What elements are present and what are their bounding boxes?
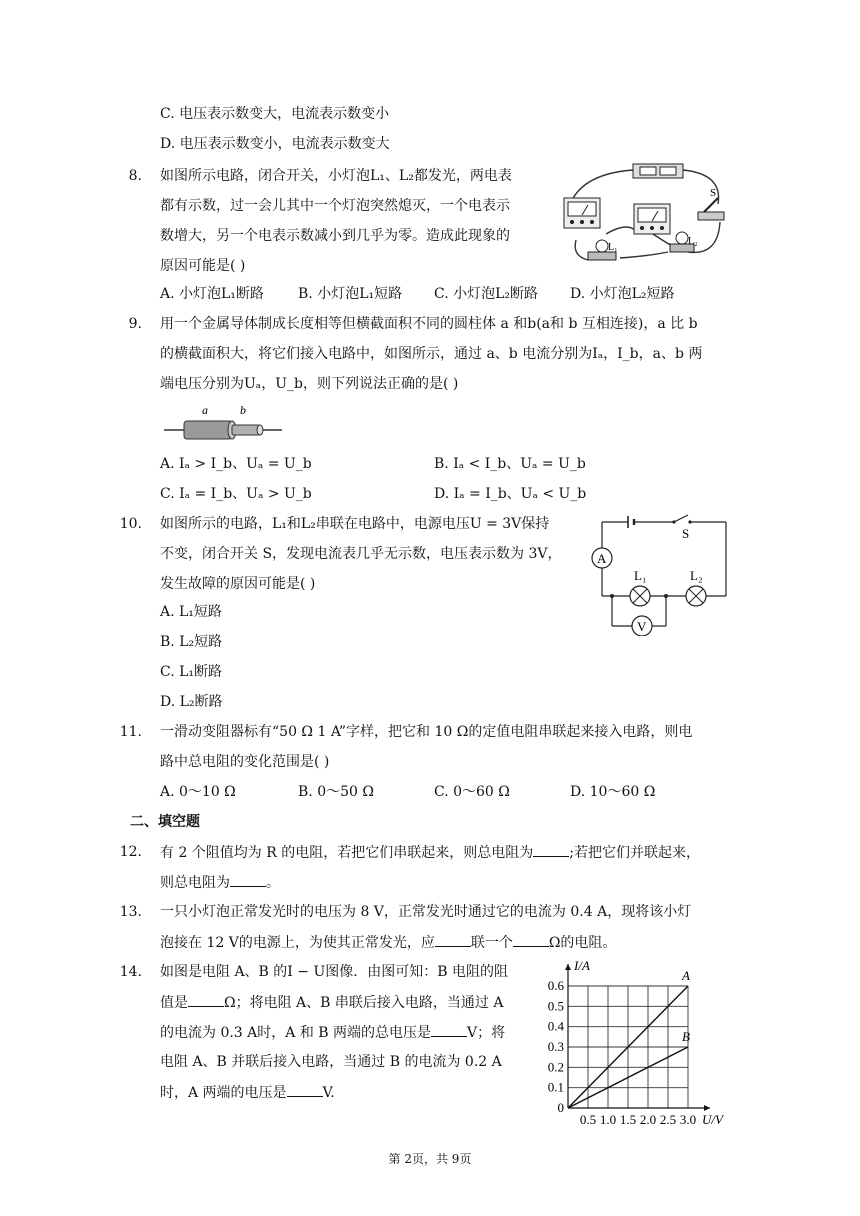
q10-number: 10. <box>119 516 142 532</box>
q12-line2: 则总电阻为 。 <box>160 872 280 893</box>
q11-option-d: D. 10～60 Ω <box>570 784 656 800</box>
y-tick-label-0.3: 0.3 <box>547 1039 564 1054</box>
q11-number: 11. <box>119 724 142 740</box>
svg-text:V: V <box>637 619 647 634</box>
voltmeter-icon <box>634 204 670 234</box>
q13-line2: 泡接在 12 V的电源上，为使其正常发光，应 联一个 Ω的电阻。 <box>160 932 616 953</box>
ammeter-icon <box>592 548 612 568</box>
q9-option-d: D. Iₐ = I_b、Uₐ < U_b <box>434 486 587 502</box>
q8-fig-l1-label: L₁ <box>608 242 618 253</box>
x-tick-label-0.5: 0.5 <box>579 1112 597 1124</box>
q12-blank-1[interactable] <box>533 842 569 857</box>
y-tick-label-0.1: 0.1 <box>547 1079 564 1095</box>
q8-text-line2: 都有示数，过一会儿其中一个灯泡突然熄灭，一个电表示 <box>160 198 510 214</box>
q12-number: 12. <box>119 844 142 860</box>
x-tick-label-2.5: 2.5 <box>659 1112 677 1124</box>
q8-text-line4: 原因可能是( ) <box>160 258 246 274</box>
q9-text-line3: 端电压分别为Uₐ，U_b，则下列说法正确的是( ) <box>160 376 459 392</box>
q8-option-a: A. 小灯泡L₁断路 <box>160 286 264 302</box>
q9-conductor-figure <box>162 402 284 442</box>
y-tick-label-0.6: 0.6 <box>547 978 564 993</box>
q8-option-c: C. 小灯泡L₂断路 <box>434 286 539 302</box>
q9-text-line2: 的横截面积大，将它们接入电路中，如图所示，通过 a、b 电流分别为Iₐ，I_b，a、b 两 <box>160 346 703 362</box>
y-tick-label-0.2: 0.2 <box>547 1059 564 1075</box>
q9-number: 9. <box>128 316 142 332</box>
q11-option-a: A. 0～10 Ω <box>160 784 236 800</box>
q14-blank-1[interactable] <box>188 992 224 1007</box>
x-axis-label: U/V <box>702 1112 723 1124</box>
q14-line1: 如图是电阻 A、B 的I − U图像．由图可知：B 电阻的阻 <box>160 964 508 980</box>
cylinder-a <box>184 421 232 439</box>
bulb-l2-icon <box>686 586 706 606</box>
q10-text-line3: 发生故障的原因可能是( ) <box>160 576 316 592</box>
q13-number: 13. <box>119 904 142 920</box>
q14-line5: 时，A 两端的电压是 V. <box>160 1082 335 1103</box>
series-label-B: B <box>682 1029 690 1044</box>
q12-blank-2[interactable] <box>230 872 266 887</box>
q7-option-c: C. 电压表示数变大，电流表示数变小 <box>160 106 390 122</box>
svg-text:A: A <box>597 551 607 566</box>
q9-text-line1: 用一个金属导体制成长度相等但横截面积不同的圆柱体 a 和b(a和 b 互相连接)，a 比 b <box>160 316 698 332</box>
q10-option-d: D. L₂断路 <box>160 694 223 710</box>
q10-fig-l2-label: L₂ <box>690 568 703 583</box>
q10-fig-s-label: S <box>682 526 690 541</box>
q10-option-a: A. L₁短路 <box>160 604 222 620</box>
q10-option-c: C. L₁断路 <box>160 664 223 680</box>
q8-text-line3: 数增大，另一个电表示数减小到几乎为零。造成此现象的 <box>160 228 510 244</box>
q11-option-b: B. 0～50 Ω <box>298 784 374 800</box>
q10-text-line1: 如图所示的电路，L₁和L₂串联在电路中，电源电压U = 3V保持 <box>160 516 550 532</box>
q14-blank-3[interactable] <box>287 1082 323 1097</box>
switch-icon <box>698 198 724 220</box>
voltmeter-icon <box>632 616 652 636</box>
q14-iu-chart <box>536 958 726 1124</box>
q11-option-c: C. 0～60 Ω <box>434 784 510 800</box>
q7-option-d: D. 电压表示数变小，电流表示数变大 <box>160 136 390 152</box>
q10-option-b: B. L₂短路 <box>160 634 223 650</box>
q9-fig-a-label: a <box>202 403 208 417</box>
x-axis-arrow <box>704 1105 710 1111</box>
y-tick-label-0.5: 0.5 <box>547 998 564 1014</box>
q14-blank-2[interactable] <box>431 1022 467 1037</box>
q11-text-line2: 路中总电阻的变化范围是( ) <box>160 754 330 770</box>
q12-line1: 有 2 个阻值均为 R 的电阻，若把它们串联起来，则总电阻为 ;若把它们并联起来， <box>160 842 700 863</box>
ammeter-icon <box>564 198 600 228</box>
q8-option-d: D. 小灯泡L₂短路 <box>570 286 675 302</box>
origin-label: 0 <box>557 1100 564 1115</box>
x-tick-label-2.0: 2.0 <box>639 1112 657 1124</box>
q8-fig-l2-label: L₂ <box>688 236 698 247</box>
x-tick-label-1.5: 1.5 <box>619 1112 637 1124</box>
q13-blank-2[interactable] <box>513 932 549 947</box>
section-heading-fill-in: 二、填空题 <box>130 814 200 830</box>
x-tick-label-1.0: 1.0 <box>599 1112 617 1124</box>
q9-option-a: A. Iₐ > I_b、Uₐ = U_b <box>160 456 312 472</box>
q8-number: 8. <box>128 168 142 184</box>
y-tick-label-0.4: 0.4 <box>547 1018 564 1034</box>
page-footer: 第 2页，共 9页 <box>388 1152 472 1166</box>
q13-line1: 一只小灯泡正常发光时的电压为 8 V，正常发光时通过它的电流为 0.4 A，现将该小灯 <box>160 904 692 920</box>
q8-fig-s-label: S <box>710 187 717 199</box>
q11-text-line1: 一滑动变阻器标有“50 Ω 1 A”字样，把它和 10 Ω的定值电阻串联起来接入电路，则电 <box>160 724 693 740</box>
y-axis-arrow <box>565 964 571 970</box>
q14-line3: 的电流为 0.3 A时，A 和 B 两端的总电压是 V；将 <box>160 1022 505 1043</box>
series-label-A: A <box>682 968 690 983</box>
q8-option-b: B. 小灯泡L₁短路 <box>298 286 403 302</box>
q14-line2: 值是 Ω；将电阻 A、B 串联后接入电路，当通过 A <box>160 992 503 1013</box>
q13-blank-1[interactable] <box>435 932 471 947</box>
q9-option-b: B. Iₐ < I_b、Uₐ = U_b <box>434 456 586 472</box>
q14-line4: 电阻 A、B 并联后接入电路，当通过 B 的电流为 0.2 A <box>160 1054 502 1070</box>
q10-fig-l1-label: L₁ <box>634 568 647 583</box>
q8-circuit-figure <box>558 160 738 278</box>
q10-circuit-figure <box>586 512 732 636</box>
bulb-l1-icon <box>630 586 650 606</box>
cylinder-b <box>232 425 260 435</box>
q14-number: 14. <box>119 964 142 980</box>
q8-text-line1: 如图所示电路，闭合开关，小灯泡L₁、L₂都发光，两电表 <box>160 168 512 184</box>
y-axis-label: I/A <box>574 958 590 973</box>
q9-option-c: C. Iₐ = I_b、Uₐ > U_b <box>160 486 312 502</box>
q10-text-line2: 不变，闭合开关 S，发现电流表几乎无示数，电压表示数为 3V， <box>160 546 562 562</box>
q9-fig-b-label: b <box>240 403 246 417</box>
x-tick-label-3.0: 3.0 <box>679 1112 697 1124</box>
